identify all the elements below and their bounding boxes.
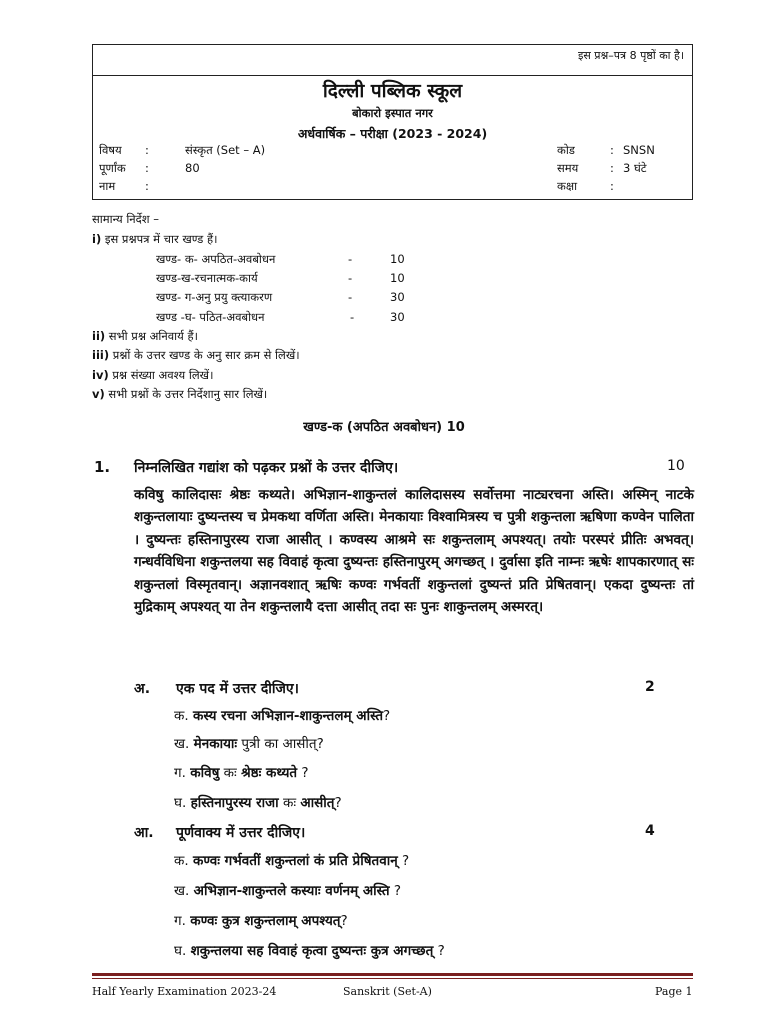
question-letter: घ.: [174, 795, 187, 811]
question-rest-text: ?: [383, 708, 391, 724]
code-colon: :: [610, 143, 614, 157]
footer-subject: Sanskrit (Set-A): [343, 985, 432, 998]
subject-label: विषय: [99, 143, 122, 157]
part-a-question-1: [174, 706, 390, 724]
question-letter: ग.: [174, 913, 186, 929]
code-value: SNSN: [623, 143, 655, 157]
question-rest-text-2: ?: [297, 765, 309, 781]
section-a-marks: 10: [390, 252, 405, 266]
section-a-dash: -: [348, 252, 353, 266]
header-row-subject: [99, 143, 686, 161]
passage-text: कविषु कालिदासः श्रेष्ठः कथ्यते। अभिज्ञान-शाकुन्तलं कालिदासस्य सर्वोत्तमा नाट्यरचना अस्ति। अस्मिन् नाटके शकुन्तलायाः दुष्यन्तस्य च प्रेमकथा वर्णिता अस्ति। मेनकायाः विश्वामित्रस्य च पुत्री शकुन्तला ऋषिणा कण्वेन पालिता । दुष्यन्तः हस्तिनापुरस्य राजा आसीत् । कण्वस्य आश्रमे सः शकुन्तलाम् अपश्यत्। तयोः परस्परं प्रीतिः अभवत्। गन्धर्वविधिना शकुन्तलया सह विवाहं कृत्वा दुष्यन्तः हस्तिनापुरम् अगच्छत् । दुर्वासा इति नाम्नः ऋषेः शापकारणात् सः शकुन्तलां विस्मृतवान्। अज्ञानवशात् ऋषिः कण्वः गर्भवतीं शकुन्तलां दुष्यन्तं प्रति प्रेषितवान्। एकदा दुष्यन्तः तां मुद्रिकाम् अपश्यत् या तेन शकुन्तलायै दत्ता आसीत् तदा सः पुनः शाकुन्तलम् अस्मरत्।: [134, 487, 694, 616]
time-colon: :: [610, 161, 614, 175]
instruction-5-text: सभी प्रश्नों के उत्तर निर्देशानु सार लिखें।: [108, 387, 268, 401]
part-b-question-1: [174, 851, 409, 869]
question-bold-text: शकुन्तलया सह विवाहं कृत्वा दुष्यन्तः कुत्र अगच्छत्: [190, 943, 434, 959]
question-letter: क.: [174, 853, 189, 869]
instruction-2-num: ii): [92, 329, 106, 343]
section-c-name: खण्ड- ग-अनु प्रयु क्त्याकरण: [156, 290, 273, 304]
question-rest-text: कः: [219, 765, 242, 781]
instruction-1-text: इस प्रश्नपत्र में चार खण्ड हैं।: [104, 232, 218, 246]
name-label: नाम: [99, 179, 116, 193]
footer-rule-thick: [92, 973, 693, 976]
question-bold-text: कण्वः कुत्र शकुन्तलाम् अपश्यत्: [190, 913, 341, 929]
instruction-2-text: सभी प्रश्न अनिवार्य हैं।: [108, 329, 198, 343]
header-box: [92, 44, 693, 200]
instruction-3-num: iii): [92, 348, 110, 362]
instruction-1: [92, 232, 217, 247]
subject-colon: :: [145, 143, 149, 157]
name-colon: :: [145, 179, 149, 193]
part-a-label: अ.: [134, 681, 151, 697]
question-bold-text-2: श्रेष्ठः कथ्यते: [241, 765, 298, 781]
instruction-3: [92, 348, 300, 363]
question-rest-text: कः: [278, 795, 301, 811]
question-bold-text: कविषु: [190, 765, 220, 781]
question-rest-text-2: ?: [334, 795, 342, 811]
time-value: 3 घंटे: [623, 161, 647, 175]
section-a-title: खण्ड-क (अपठित अवबोधन) 10: [303, 420, 465, 435]
part-a-heading: एक पद में उत्तर दीजिए।: [176, 681, 299, 697]
question-bold-text: कस्य रचना अभिज्ञान-शाकुन्तलम् अस्ति: [192, 708, 384, 724]
total-marks-value: 80: [185, 161, 200, 175]
question-bold-text: अभिज्ञान-शाकुन्तले कस्याः वर्णनम् अस्ति: [193, 883, 390, 899]
section-d-dash: -: [350, 310, 355, 324]
section-b-dash: -: [348, 271, 353, 285]
question-rest-text: ?: [397, 853, 410, 869]
question-1-number: 1.: [94, 458, 111, 476]
header-row-marks: [99, 161, 686, 179]
question-rest-text: ?: [389, 883, 402, 899]
question-rest-text: ?: [433, 943, 445, 959]
instruction-2: [92, 329, 198, 344]
section-row-b: [156, 271, 456, 289]
section-row-c: [156, 290, 456, 308]
footer-rule-thin: [92, 978, 693, 979]
question-1-marks: 10: [667, 458, 685, 474]
header-row-name: [99, 179, 686, 197]
time-label: समय: [557, 161, 579, 175]
question-bold-text: हस्तिनापुरस्य राजा: [190, 795, 279, 811]
question-letter: ग.: [174, 765, 186, 781]
footer-exam-name: Half Yearly Examination 2023-24: [92, 985, 277, 998]
class-label: कक्षा: [557, 179, 578, 193]
footer-page-number: Page 1: [655, 985, 693, 998]
instruction-4: [92, 368, 213, 383]
question-letter: ख.: [174, 736, 190, 752]
instruction-4-num: iv): [92, 368, 109, 382]
section-row-d: [156, 310, 456, 328]
section-b-name: खण्ड-ख-रचनात्मक-कार्य: [156, 271, 258, 285]
part-b-question-3: [174, 911, 348, 929]
part-a-marks: 2: [645, 679, 655, 695]
part-a-question-4: [174, 793, 342, 811]
instruction-3-text: प्रश्नों के उत्तर खण्ड के अनु सार क्रम से लिखें।: [112, 348, 300, 362]
section-d-marks: 30: [390, 310, 405, 324]
part-b-marks: 4: [645, 823, 655, 839]
question-bold-text: मेनकायाः: [193, 736, 238, 752]
instruction-5: [92, 387, 267, 402]
section-row-a: [156, 252, 456, 270]
section-a-name: खण्ड- क- अपठित-अवबोधन: [156, 252, 276, 266]
instruction-5-num: v): [92, 387, 105, 401]
school-name: दिल्ली पब्लिक स्कूल: [322, 80, 463, 102]
question-rest-text: पुत्री का आसीत्?: [237, 736, 324, 752]
part-a-question-2: [174, 734, 324, 752]
instruction-4-text: प्रश्न संख्या अवश्य लिखें।: [112, 368, 214, 382]
question-rest-text: ?: [340, 913, 348, 929]
part-b-heading: पूर्णवाक्य में उत्तर दीजिए।: [176, 825, 306, 841]
section-c-marks: 30: [390, 290, 405, 304]
instruction-1-num: i): [92, 232, 102, 246]
section-c-dash: -: [348, 290, 353, 304]
question-bold-text-2: आसीत्: [300, 795, 335, 811]
school-city: बोकारो इस्पात नगर: [352, 106, 433, 120]
part-b-label: आ.: [134, 825, 154, 841]
pages-note: इस प्रश्न–पत्र 8 पृष्ठों का है।: [577, 49, 684, 62]
part-b-question-4: [174, 941, 445, 959]
class-colon: :: [610, 179, 614, 193]
exam-title: अर्धवार्षिक – परीक्षा (2023 - 2024): [297, 126, 488, 141]
question-letter: ख.: [174, 883, 190, 899]
subject-value: संस्कृत (Set – A): [185, 143, 266, 157]
code-label: कोड: [557, 143, 575, 157]
question-letter: क.: [174, 708, 189, 724]
total-marks-colon: :: [145, 161, 149, 175]
question-letter: घ.: [174, 943, 187, 959]
section-b-marks: 10: [390, 271, 405, 285]
question-1-heading: निम्नलिखित गद्यांश को पढ़कर प्रश्नों के उत्तर दीजिए।: [134, 460, 399, 476]
header-divider: [93, 75, 692, 76]
part-a-question-3: [174, 763, 309, 781]
instructions-title: सामान्य निर्देश –: [92, 212, 160, 226]
part-b-question-2: [174, 881, 401, 899]
question-bold-text: कण्वः गर्भवतीं शकुन्तलां कं प्रति प्रेषितवान्: [192, 853, 398, 869]
total-marks-label: पूर्णांक: [99, 161, 126, 175]
section-d-name: खण्ड -घ- पठित-अवबोधन: [156, 310, 265, 324]
